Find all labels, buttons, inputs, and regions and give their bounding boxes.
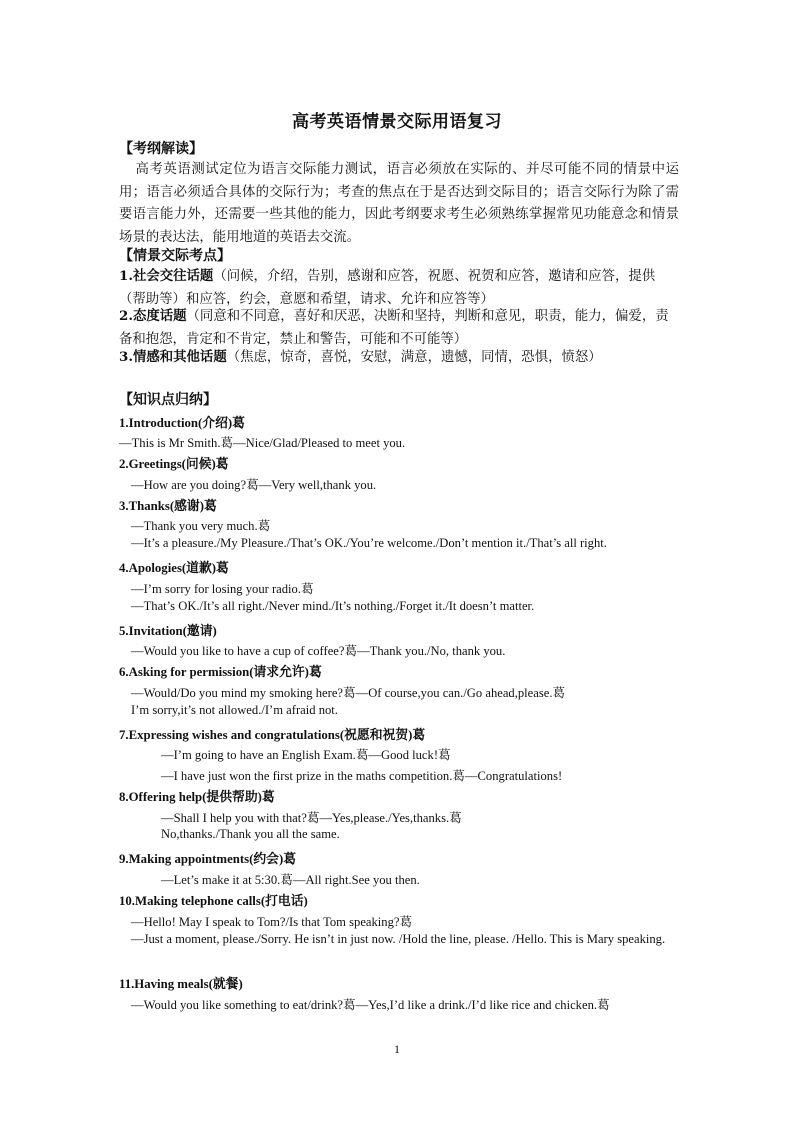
item-line: —This is Mr Smith.葛—Nice/Glad/Pleased to meet you. (119, 436, 406, 450)
item-line: —Hello! May I speak to Tom?/Is that Tom speaking?葛 (131, 915, 413, 929)
item-line: —That’s OK./It’s all right./Never mind./It’s nothing./Forget it./It doesn’t matter. (131, 599, 535, 613)
topic-label: 1.社会交往话题 (119, 268, 214, 284)
topic-label: 2.态度话题 (119, 308, 187, 324)
topic-text: （同意和不同意，喜好和厌恶，决断和坚持，判断和意见，职责，能力，偏爱，责备和抱怨，肯定和不肯定，禁止和警告，可能和不可能等） (119, 309, 669, 347)
item-heading: 11.Having meals(就餐) (119, 977, 243, 991)
section-exam-heading: 【考纲解读】 (119, 141, 203, 157)
item-line: —Would you like something to eat/drink?葛—Yes,I’d like a drink./I’d like rice and chicken.葛 (131, 998, 610, 1012)
item-heading: 4.Apologies(道歉)葛 (119, 561, 229, 575)
item-heading: 6.Asking for permission(请求允许)葛 (119, 665, 322, 679)
page-number: 1 (394, 1042, 400, 1056)
item-heading: 2.Greetings(问候)葛 (119, 457, 229, 471)
item-line: —I have just won the first prize in the maths competition.葛—Congratulations! (161, 769, 563, 783)
item-heading: 1.Introduction(介绍)葛 (119, 416, 245, 430)
topic-emotion (119, 346, 679, 370)
topic-attitude (119, 305, 679, 351)
item-line: —Shall I help you with that?葛—Yes,please./Yes,thanks.葛 (161, 811, 462, 825)
section-points-heading: 【情景交际考点】 (119, 248, 231, 264)
item-line: I’m sorry,it’s not allowed./I’m afraid not. (131, 703, 338, 717)
item-line: —Let’s make it at 5:30.葛—All right.See you then. (161, 873, 420, 887)
item-line: —Just a moment, please./Sorry. He isn’t in just now. /Hold the line, please. /Hello. This is Mary speaking. (131, 932, 666, 946)
item-line: —I’m going to have an English Exam.葛—Good luck!葛 (161, 748, 451, 762)
item-heading: 9.Making appointments(约会)葛 (119, 852, 297, 866)
topic-label: 3.情感和其他话题 (119, 349, 227, 365)
topic-text: （焦虑，惊奇，喜悦，安慰，满意，遗憾，同情，恐惧，愤怒） (226, 350, 602, 365)
item-heading: 5.Invitation(邀请) (119, 624, 217, 638)
page-title: 高考英语情景交际用语复习 (292, 112, 502, 132)
item-heading: 10.Making telephone calls(打电话) (119, 894, 308, 908)
item-line: —Would/Do you mind my smoking here?葛—Of course,you can./Go ahead,please.葛 (131, 686, 566, 700)
item-line: —Would you like to have a cup of coffee?葛—Thank you./No, thank you. (131, 644, 506, 658)
exam-text: 高考英语测试定位为语言交际能力测试，语言必须放在实际的、并尽可能不同的情景中运用；语言必须适合具体的交际行为；考查的焦点在于是否达到交际目的；语言交际行为除了需要语言能力外，还需要一些其他的能力，因此考纲要求考生必须熟练掌握常见功能意念和情景场景的表达法，能用地道的英语去交流。 (119, 162, 679, 245)
exam-paragraph (119, 159, 679, 249)
item-line: No,thanks./Thank you all the same. (161, 827, 340, 841)
item-heading: 7.Expressing wishes and congratulations(祝愿和祝贺)葛 (119, 728, 426, 742)
section-knowledge-heading: 【知识点归纳】 (119, 392, 217, 408)
topic-text: （问候，介绍，告别，感谢和应答，祝愿、祝贺和应答，邀请和应答，提供（帮助等）和应答，约会，意愿和希望，请求、允许和应答等） (119, 269, 656, 307)
item-line: —How are you doing?葛—Very well,thank you. (131, 478, 377, 492)
item-line: —I’m sorry for losing your radio.葛 (131, 582, 314, 596)
item-line: —Thank you very much.葛 (131, 519, 271, 533)
item-heading: 3.Thanks(感谢)葛 (119, 499, 217, 513)
item-heading: 8.Offering help(提供帮助)葛 (119, 790, 275, 804)
item-line: —It’s a pleasure./My Pleasure./That’s OK./You’re welcome./Don’t mention it./That’s all right. (131, 536, 607, 550)
